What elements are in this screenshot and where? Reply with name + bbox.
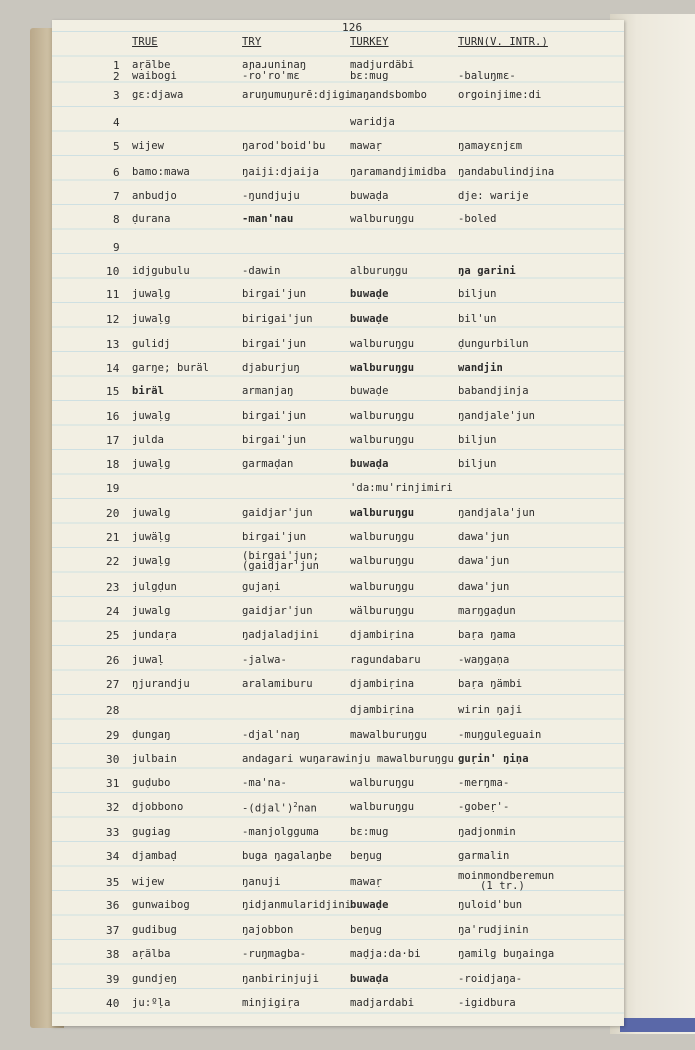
- cell-try-main: -(djal'): [242, 802, 294, 815]
- cell-turn: ŋa'rudjinin: [458, 924, 529, 936]
- cell-turn: dawa'jun: [458, 581, 510, 593]
- row-number: 4: [113, 116, 120, 129]
- cell-turkey: ŋaramandjimidba: [350, 166, 447, 178]
- row-number: 15: [106, 385, 120, 398]
- cell-turn: ŋa garini: [458, 265, 516, 277]
- cell-turn: -baluŋmɛ-: [458, 70, 516, 82]
- row-number: 11: [106, 288, 120, 301]
- cell-turkey: mawaṛ: [350, 140, 383, 152]
- cell-turn: dje: warije: [458, 190, 529, 202]
- cell-true: wijew: [132, 140, 165, 152]
- cell-try: minjigiṛa: [242, 997, 300, 1009]
- cell-try: -manjolgguma: [242, 826, 320, 838]
- cell-turn: -muŋguleguain: [458, 729, 542, 741]
- column-header-turn: TURN(V. INTR.): [458, 36, 548, 48]
- cell-true: ḍurana: [132, 213, 171, 225]
- cell-turn: bil'un: [458, 313, 497, 325]
- row-number: 6: [113, 166, 120, 179]
- cell-try: birgai'jun: [242, 531, 307, 543]
- cell-turkey: djambiṛina: [350, 678, 415, 690]
- cell-true: idjgubulu: [132, 265, 190, 277]
- cell-try: ŋaiji:djaija: [242, 166, 320, 178]
- row-number: 7: [113, 190, 120, 203]
- cell-try: -man'nau: [242, 213, 294, 225]
- cell-true: aṛälba: [132, 948, 171, 960]
- cell-true: jundaṛa: [132, 629, 177, 641]
- column-header-try: TRY: [242, 36, 262, 48]
- cell-true: juwaḷg: [132, 288, 171, 300]
- cell-turn: garmalin: [458, 850, 510, 862]
- cell-true: julgḍun: [132, 581, 177, 593]
- cell-turn: babandjinja: [458, 385, 529, 397]
- row-number: 19: [106, 482, 120, 495]
- page-number: 126: [342, 21, 363, 34]
- row-number: 23: [106, 581, 120, 594]
- cell-try: -djal'naŋ: [242, 729, 300, 741]
- row-number: 9: [113, 241, 120, 254]
- row-number: 27: [106, 678, 120, 691]
- row-number: 2: [113, 70, 120, 83]
- cell-true: juwaḷg: [132, 313, 171, 325]
- cell-turn: ŋandabulindjina: [458, 166, 555, 178]
- cell-turkey: mawalburuŋgu: [350, 729, 428, 741]
- cell-true: biräl: [132, 385, 165, 397]
- cell-turkey: buwaḍa: [350, 973, 389, 985]
- row-number: 20: [106, 507, 120, 520]
- cell-turn: ŋandjala'jun: [458, 507, 536, 519]
- cell-true: juwäḷg: [132, 531, 171, 543]
- cell-turn: wirin ŋaji: [458, 704, 523, 716]
- cell-true: djobbono: [132, 801, 184, 813]
- cell-true: juwaḷ: [132, 654, 165, 666]
- cell-try: birgai'jun: [242, 434, 307, 446]
- cell-try: ŋidjanmularidjini: [242, 899, 352, 911]
- row-number: 33: [106, 826, 120, 839]
- cell-turn: biljun: [458, 458, 497, 470]
- cell-turkey: alburuŋgu: [350, 265, 408, 277]
- row-number: 14: [106, 362, 120, 375]
- cell-try: armanjaŋ: [242, 385, 294, 397]
- cell-try: -ruŋmagba-: [242, 948, 307, 960]
- row-number: 21: [106, 531, 120, 544]
- cell-true: garŋe; buräl: [132, 362, 210, 374]
- cell-turn: guṛin' ŋiṇa: [458, 753, 529, 765]
- cell-turn: wandjin: [458, 362, 503, 374]
- cell-turkey: maḍja:da·bi: [350, 948, 421, 960]
- row-number: 39: [106, 973, 120, 986]
- row-number: 36: [106, 899, 120, 912]
- cell-turn: ŋandjale'jun: [458, 410, 536, 422]
- cell-turn: -waŋgaṇa: [458, 654, 510, 666]
- row-number: 17: [106, 434, 120, 447]
- row-number: 26: [106, 654, 120, 667]
- cell-true: julda: [132, 434, 165, 446]
- cell-turkey: walburuŋgu: [350, 362, 415, 374]
- cell-turn: ḍungurbilun: [458, 338, 529, 350]
- cell-turkey: buwaḍa: [350, 458, 389, 470]
- cell-try: djaburjuŋ: [242, 362, 300, 374]
- cell-true: julbain: [132, 753, 177, 765]
- ledger-page: [52, 20, 624, 1026]
- cell-turkey: buwaḍe: [350, 288, 389, 300]
- cell-true: gulidj: [132, 338, 171, 350]
- cell-try: ŋarod'boid'bu: [242, 140, 326, 152]
- cell-turn: -boled: [458, 213, 497, 225]
- cell-try: ŋajobbon: [242, 924, 294, 936]
- cell-turn: ŋamilg buŋainga: [458, 948, 555, 960]
- column-header-true: TRUE: [132, 36, 158, 48]
- cell-true: guḍubo: [132, 777, 171, 789]
- cell-try: andagari wuŋarawinju mawalburuŋgu: [242, 753, 454, 765]
- cell-turkey: buwaḍe: [350, 313, 389, 325]
- cell-turn: -gobeṛ'-: [458, 801, 510, 813]
- cell-try: aralamiburu: [242, 678, 313, 690]
- cell-try-suffix: nan: [297, 802, 317, 815]
- row-number: 25: [106, 629, 120, 642]
- cell-turkey: bɛ:mug: [350, 70, 389, 82]
- cell-try: aruŋumuŋurē:djigi: [242, 89, 352, 101]
- row-number: 16: [106, 410, 120, 423]
- cell-turn: biljun: [458, 434, 497, 446]
- row-number: 22: [106, 555, 120, 568]
- cell-true: ŋjurandju: [132, 678, 190, 690]
- cell-try-superscript: 2: [293, 801, 298, 809]
- cell-try: ŋanuji: [242, 876, 281, 888]
- cell-turkey: 'da:mu'rinjimiri: [350, 482, 453, 494]
- cell-turkey: walburuŋgu: [350, 434, 415, 446]
- row-number: 29: [106, 729, 120, 742]
- cell-try: ŋanbirinjuji: [242, 973, 320, 985]
- cell-try: gujaṇi: [242, 581, 281, 593]
- cell-turkey: maŋandsbombo: [350, 89, 428, 101]
- cell-turn: ŋuloid'bun: [458, 899, 523, 911]
- row-number: 13: [106, 338, 120, 351]
- cell-try: -ŋundjuju: [242, 190, 300, 202]
- row-number: 12: [106, 313, 120, 326]
- cell-turn: -igidbura: [458, 997, 516, 1009]
- row-number: 24: [106, 605, 120, 618]
- cell-turkey: walburuŋgu: [350, 555, 415, 567]
- cell-turn: dawa'jun: [458, 555, 510, 567]
- row-number: 30: [106, 753, 120, 766]
- cell-turkey: bɛ:mug: [350, 826, 389, 838]
- row-number: 35: [106, 876, 120, 889]
- cell-try-second-line: (gaidjar'jun: [242, 560, 320, 572]
- cell-try: -dawin: [242, 265, 281, 277]
- cell-try: gaidjar'jun: [242, 507, 313, 519]
- cell-turn: baṛa ŋama: [458, 629, 516, 641]
- row-number: 37: [106, 924, 120, 937]
- cell-try: ŋadjaladjini: [242, 629, 320, 641]
- cell-try: aɲaɹuninaŋ: [242, 59, 307, 71]
- row-number: 3: [113, 89, 120, 102]
- row-number: 32: [106, 801, 120, 814]
- cell-true: aṛälbe: [132, 59, 171, 71]
- cell-turkey: djambiṛina: [350, 629, 415, 641]
- cell-turkey: madjardabi: [350, 997, 415, 1009]
- cell-try: garmaḍan: [242, 458, 294, 470]
- row-number: 28: [106, 704, 120, 717]
- cell-turn: moinmondberemun: [458, 870, 555, 882]
- cell-true: juwaḷg: [132, 410, 171, 422]
- cell-turn: marŋgaḍun: [458, 605, 516, 617]
- cell-turkey: ragundabaru: [350, 654, 421, 666]
- cell-turn: biljun: [458, 288, 497, 300]
- row-number: 40: [106, 997, 120, 1010]
- cover-edge: [620, 1018, 695, 1032]
- cell-turn: -roidjaŋa-: [458, 973, 523, 985]
- cell-try: buga ŋagalaŋbe: [242, 850, 332, 862]
- cell-turkey: beŋug: [350, 850, 383, 862]
- cell-turkey: buwaḍa: [350, 190, 389, 202]
- cell-turkey: buwaḍe: [350, 385, 389, 397]
- column-header-turkey: TURKEY: [350, 36, 389, 48]
- cell-try: -ro'ro'mɛ: [242, 70, 300, 82]
- cell-turkey: walburuŋgu: [350, 531, 415, 543]
- cell-turn: orgoinjime:di: [458, 89, 542, 101]
- cell-true: gundjeŋ: [132, 973, 177, 985]
- cell-try: (birgai'jun;: [242, 550, 320, 562]
- cell-turkey: beŋug: [350, 924, 383, 936]
- cell-true: waibogi: [132, 70, 177, 82]
- cell-try: [242, 801, 317, 815]
- row-number: 31: [106, 777, 120, 790]
- cell-turn: ŋadjonmin: [458, 826, 516, 838]
- cell-true: gugiag: [132, 826, 171, 838]
- cell-turn: ŋamayɛnjɛm: [458, 140, 523, 152]
- cell-turkey: walburuŋgu: [350, 777, 415, 789]
- cell-turkey: walburuŋgu: [350, 410, 415, 422]
- cell-true: juwaḷg: [132, 458, 171, 470]
- cell-turkey: madjurdäbi: [350, 59, 415, 71]
- cell-turkey: walburuŋgu: [350, 581, 415, 593]
- cell-true: djambaḍ: [132, 850, 177, 862]
- cell-turn-second-line: (1 tr.): [480, 880, 525, 892]
- cell-try: -jalwa-: [242, 654, 287, 666]
- row-number: 18: [106, 458, 120, 471]
- cell-turkey: buwaḍe: [350, 899, 389, 911]
- row-number: 8: [113, 213, 120, 226]
- cell-true: anbudjo: [132, 190, 177, 202]
- cell-try: -ma'na-: [242, 777, 287, 789]
- cell-true: juwaḷg: [132, 555, 171, 567]
- cell-true: ḍungaŋ: [132, 729, 171, 741]
- cell-turn: -merŋma-: [458, 777, 510, 789]
- cell-try: birgai'jun: [242, 410, 307, 422]
- cell-true: gɛ:djawa: [132, 89, 184, 101]
- row-number: 10: [106, 265, 120, 278]
- cell-true: bamo:mawa: [132, 166, 190, 178]
- cell-turkey: wälburuŋgu: [350, 605, 415, 617]
- cell-turkey: walburuŋgu: [350, 213, 415, 225]
- cell-true: ju:ºḷa: [132, 997, 171, 1009]
- cell-turkey: walburuŋgu: [350, 507, 415, 519]
- cell-turkey: djambiṛina: [350, 704, 415, 716]
- cell-try: birgai'jun: [242, 288, 307, 300]
- cell-turn: dawa'jun: [458, 531, 510, 543]
- row-number: 1: [113, 59, 120, 72]
- row-number: 34: [106, 850, 120, 863]
- row-number: 38: [106, 948, 120, 961]
- cell-turkey: walburuŋgu: [350, 338, 415, 350]
- cell-try: birigai'jun: [242, 313, 313, 325]
- cell-try: gaidjar'jun: [242, 605, 313, 617]
- cell-true: juwalg: [132, 507, 171, 519]
- cell-turkey: waridja: [350, 116, 395, 128]
- cell-try: birgai'jun: [242, 338, 307, 350]
- cell-true: juwalg: [132, 605, 171, 617]
- cell-turkey: mawaṛ: [350, 876, 383, 888]
- cell-true: gunwaibog: [132, 899, 190, 911]
- cell-turkey: walburuŋgu: [350, 801, 415, 813]
- cell-true: wijew: [132, 876, 165, 888]
- cell-turn: baṛa ŋämbi: [458, 678, 523, 690]
- row-number: 5: [113, 140, 120, 153]
- cell-true: gudibug: [132, 924, 177, 936]
